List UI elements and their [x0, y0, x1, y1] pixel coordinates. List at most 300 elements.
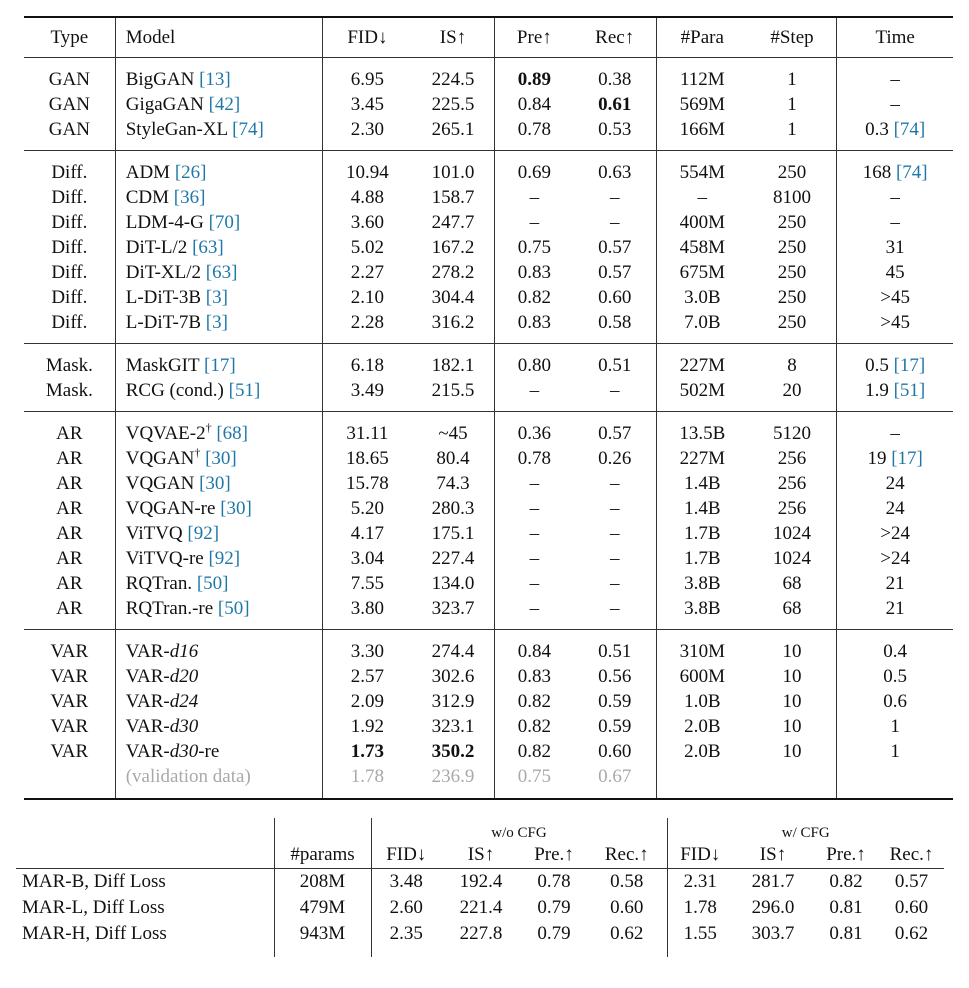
cell-fid: 10.94 [323, 150, 412, 185]
cell-is-wo: 192.4 [459, 871, 503, 892]
cell-para: 458M [656, 235, 747, 260]
table-row [24, 378, 953, 412]
citation-ref: [50] [196, 572, 229, 594]
citation-ref: [74] [895, 161, 928, 183]
time-value: >45 [880, 286, 911, 308]
model-name: L-DiT-3B [125, 286, 206, 308]
cell-rec: 0.58 [598, 311, 632, 333]
cell-para: – [656, 185, 747, 210]
cell-type: Diff. [51, 211, 88, 233]
table-row [16, 869, 944, 896]
cell-rec: – [609, 211, 620, 233]
cell-fid: 2.27 [323, 260, 412, 285]
cell-model [115, 471, 322, 496]
citation-ref: [74] [893, 118, 926, 140]
cell-is: 323.1 [431, 715, 475, 737]
cell-para: 7.0B [656, 310, 747, 344]
cell-model [115, 117, 322, 151]
cell-type: VAR [50, 740, 89, 762]
cell-fid: 31.11 [323, 411, 412, 446]
cell-is: 278.2 [431, 261, 475, 283]
model-depth: d20 [169, 665, 199, 687]
cell-rec: – [609, 186, 620, 208]
table-row [16, 895, 944, 921]
model-name: VQGAN [125, 472, 200, 494]
cell-is: 167.2 [431, 236, 475, 258]
cell-is-wo: 227.8 [459, 923, 503, 944]
cell-para: 1.4B [656, 496, 747, 521]
cell-pre: – [495, 571, 574, 596]
group-header-row [16, 818, 944, 842]
col-header-pre-wo: Pre.↑ [521, 842, 587, 869]
cell-step: 1024 [772, 522, 811, 544]
cell-is: 215.5 [431, 379, 475, 401]
citation-ref: [42] [208, 93, 241, 115]
cell-is: 304.4 [431, 286, 475, 308]
cell-model [115, 714, 322, 739]
cell-pre: – [495, 496, 574, 521]
citation-ref: [30] [199, 472, 231, 494]
cell-fid: 6.95 [323, 57, 412, 92]
cell-type: AR [56, 447, 83, 469]
cell-pre: 0.78 [495, 446, 574, 471]
group-diffusion [24, 150, 953, 343]
column-header-row [16, 842, 944, 869]
table-row [16, 921, 944, 957]
cell-pre: 0.82 [495, 689, 574, 714]
cell-fid: 18.65 [323, 446, 412, 471]
cell-is: 227.4 [431, 547, 475, 569]
cell-fid: 2.09 [323, 689, 412, 714]
table-row [24, 92, 953, 117]
cell-para [656, 764, 747, 799]
cell-pre-wo: 0.79 [537, 923, 571, 944]
cell-para: 675M [656, 260, 747, 285]
cell-time [837, 764, 953, 799]
cell-fid: 1.73 [323, 739, 412, 764]
cell-model [115, 546, 322, 571]
group-ar [24, 411, 953, 629]
cell-rec: 0.51 [573, 629, 656, 664]
dagger-mark: † [205, 420, 212, 435]
cell-rec: 0.57 [598, 236, 632, 258]
time-value: – [890, 422, 900, 444]
cell-model [115, 378, 322, 412]
cell-is: 312.9 [431, 690, 475, 712]
model-name: ViTVQ [125, 522, 188, 544]
cell-type: Diff. [51, 286, 88, 308]
col-header-time: Time [837, 17, 953, 57]
cell-fid: 7.55 [323, 571, 412, 596]
cell-pre: – [495, 378, 574, 412]
cell-model [115, 57, 322, 92]
cell-time [837, 310, 953, 344]
cell-is-w: 296.0 [751, 897, 795, 918]
model-name: (validation data) [125, 765, 251, 787]
cell-fid-wo: 2.60 [371, 895, 441, 921]
cell-rec: 0.67 [573, 764, 656, 799]
cell-is: ~45 [412, 411, 495, 446]
cell-is: 247.7 [431, 211, 475, 233]
cell-fid: 5.20 [323, 496, 412, 521]
cell-pre-wo: 0.78 [537, 871, 571, 892]
cell-type: AR [56, 597, 83, 619]
table-row [24, 411, 953, 446]
table-row [24, 260, 953, 285]
citation-ref: [63] [205, 261, 238, 283]
cell-rec-w: 0.60 [894, 897, 929, 918]
cell-pre-w: 0.82 [829, 871, 863, 892]
cell-type: GAN [48, 93, 90, 115]
cell-rec: 0.38 [598, 68, 632, 90]
model-name: VQGAN [125, 447, 195, 469]
cell-is: 323.7 [431, 597, 475, 619]
header-row [24, 17, 953, 57]
cell-step: 68 [782, 572, 802, 594]
cell-para: 1.7B [656, 546, 747, 571]
cell-time [837, 57, 953, 92]
cell-time [837, 150, 953, 185]
cell-fid: 4.17 [323, 521, 412, 546]
citation-ref: [70] [208, 211, 241, 233]
cell-type: Diff. [51, 186, 88, 208]
cell-rec: – [609, 379, 620, 401]
citation-ref: [30] [205, 447, 237, 469]
cell-is-wo: 221.4 [459, 897, 503, 918]
cell-pre: 0.75 [495, 235, 574, 260]
cell-time [837, 471, 953, 496]
table-row [24, 117, 953, 151]
cell-rec: – [609, 497, 620, 519]
group-mask [24, 343, 953, 411]
cell-step: 8 [748, 343, 837, 378]
model-depth: d24 [169, 690, 199, 712]
col-header-fid: FID↓ [323, 17, 412, 57]
cell-time [837, 546, 953, 571]
cell-type: VAR [50, 715, 89, 737]
time-value: 19 [867, 447, 892, 469]
cell-is: 265.1 [431, 118, 475, 140]
cell-step: 10 [748, 629, 837, 664]
cell-is: 350.2 [431, 740, 475, 762]
model-name: VAR- [125, 640, 170, 662]
cell-fid: 6.18 [323, 343, 412, 378]
cell-type: VAR [24, 629, 115, 664]
cell-model-name: MAR-L, Diff Loss [22, 897, 165, 918]
cell-pre: 0.78 [495, 117, 574, 151]
cell-rec: – [609, 522, 620, 544]
cell-is: 225.5 [431, 93, 475, 115]
cell-model [115, 446, 322, 471]
time-value: 24 [885, 497, 905, 519]
time-value: – [890, 186, 900, 208]
cell-step: 250 [748, 150, 837, 185]
cell-fid: 2.28 [323, 310, 412, 344]
table-row [24, 714, 953, 739]
group-gan [24, 57, 953, 150]
cell-pre-w: 0.81 [829, 897, 863, 918]
col-header-pre-w: Pre.↑ [813, 842, 879, 869]
cell-step: 5120 [748, 411, 837, 446]
table-row [24, 310, 953, 344]
cell-para: 227M [656, 343, 747, 378]
cell-type: AR [56, 472, 83, 494]
time-value: 1.9 [865, 379, 894, 401]
citation-ref: [17] [204, 354, 236, 376]
cell-rec: 0.56 [598, 665, 632, 687]
model-name: VQGAN-re [125, 497, 221, 519]
cell-rec: – [609, 597, 620, 619]
cell-pre: – [495, 185, 574, 210]
cell-para: 310M [656, 629, 747, 664]
cell-type: AR [56, 522, 83, 544]
time-value: 45 [885, 261, 905, 283]
cell-is: 134.0 [431, 572, 475, 594]
cell-time [837, 629, 953, 664]
model-name: BigGAN [125, 68, 200, 90]
cell-model [115, 764, 322, 799]
cell-para: 2.0B [656, 714, 747, 739]
cell-is: 175.1 [431, 522, 475, 544]
mar-table [16, 818, 944, 957]
group-header-w-cfg: w/ CFG [667, 818, 944, 842]
cell-pre: 0.82 [495, 714, 574, 739]
cell-is: 316.2 [431, 311, 475, 333]
citation-ref: [36] [173, 186, 206, 208]
table-row [24, 739, 953, 764]
cell-time [837, 714, 953, 739]
table-row [24, 664, 953, 689]
cell-fid-w: 1.55 [667, 921, 733, 957]
cell-para: 2.0B [656, 739, 747, 764]
cell-rec-w: 0.62 [894, 923, 929, 944]
cell-fid: 3.30 [323, 629, 412, 664]
cell-time [837, 596, 953, 630]
citation-ref: [3] [205, 286, 228, 308]
cell-time [837, 664, 953, 689]
col-header-fid-w: FID↓ [667, 842, 733, 869]
cell-model [115, 310, 322, 344]
cell-fid: 3.45 [323, 92, 412, 117]
cell-time [837, 446, 953, 471]
col-header-name [16, 842, 274, 869]
cell-step: 20 [782, 379, 802, 401]
model-name: VAR- [125, 690, 170, 712]
model-name: MaskGIT [125, 354, 205, 376]
cell-is: 101.0 [412, 150, 495, 185]
model-depth: d16 [169, 640, 199, 662]
cell-is: 182.1 [412, 343, 495, 378]
cell-step: 10 [782, 715, 802, 737]
cell-para: 112M [656, 57, 747, 92]
cell-step: 250 [777, 261, 807, 283]
cell-step: 250 [777, 236, 807, 258]
cell-time [837, 411, 953, 446]
cell-fid-wo: 3.48 [371, 869, 441, 896]
cell-model [115, 689, 322, 714]
table-row [24, 446, 953, 471]
cell-pre: 0.83 [495, 310, 574, 344]
cell-is: 224.5 [431, 68, 475, 90]
mar-table-body [16, 869, 944, 958]
cell-pre: 0.84 [495, 92, 574, 117]
citation-ref: [68] [216, 422, 249, 444]
cell-model [115, 210, 322, 235]
cell-fid-wo: 2.35 [371, 921, 441, 957]
table-row [24, 150, 953, 185]
col-header-rec: Rec↑ [573, 17, 656, 57]
cell-rec: 0.60 [598, 740, 632, 762]
citation-ref: [92] [208, 547, 241, 569]
table-row [24, 571, 953, 596]
citation-ref: [30] [220, 497, 252, 519]
cell-para: 3.0B [656, 285, 747, 310]
col-header-rec-w: Rec.↑ [879, 842, 944, 869]
time-value: – [890, 211, 900, 233]
cell-rec: 0.63 [573, 150, 656, 185]
cell-is: 236.9 [412, 764, 495, 799]
col-header-is: IS↑ [412, 17, 495, 57]
cell-rec: – [609, 572, 620, 594]
cell-fid: 1.78 [323, 764, 412, 799]
cell-rec: 0.57 [598, 261, 632, 283]
cell-time [837, 739, 953, 764]
citation-ref: [74] [232, 118, 264, 140]
cell-params: 208M [274, 869, 371, 896]
cell-model [115, 664, 322, 689]
cell-para: 1.4B [656, 471, 747, 496]
cell-time [837, 92, 953, 117]
cell-pre: 0.80 [495, 343, 574, 378]
cell-fid: 3.49 [323, 378, 412, 412]
cell-model [115, 521, 322, 546]
cell-fid-w: 2.31 [667, 869, 733, 896]
time-value: 0.4 [883, 640, 908, 662]
cell-fid: 2.57 [323, 664, 412, 689]
cell-model [115, 629, 322, 664]
cell-model [115, 235, 322, 260]
cell-fid: 15.78 [323, 471, 412, 496]
cell-is: 80.4 [436, 447, 470, 469]
cell-step: 256 [777, 447, 807, 469]
cell-model [115, 496, 322, 521]
comparison-table [24, 16, 953, 800]
cell-rec-wo: 0.60 [610, 897, 644, 918]
cell-para: 166M [656, 117, 747, 151]
col-header-is-wo: IS↑ [441, 842, 521, 869]
cell-model-name: MAR-H, Diff Loss [22, 923, 167, 944]
model-name: CDM [125, 186, 174, 208]
citation-ref: [13] [199, 68, 231, 90]
table-row [24, 185, 953, 210]
model-name: ViTVQ-re [125, 547, 209, 569]
cell-rec-wo: 0.58 [610, 871, 644, 892]
cell-para: 1.7B [656, 521, 747, 546]
citation-ref: [50] [217, 597, 250, 619]
cell-type: AR [56, 572, 83, 594]
cell-type: AR [56, 497, 83, 519]
cell-step: 8100 [772, 186, 811, 208]
cell-params: 943M [274, 921, 371, 957]
cell-step: 250 [777, 211, 807, 233]
col-header-fid-wo: FID↓ [371, 842, 441, 869]
cell-step: 250 [777, 286, 807, 308]
table-row [24, 596, 953, 630]
cell-para: 400M [656, 210, 747, 235]
cell-type: Diff. [51, 311, 88, 333]
model-name: StyleGan-XL [125, 118, 233, 140]
time-value: – [890, 68, 900, 90]
cell-para: 600M [656, 664, 747, 689]
cell-step: 1 [787, 118, 797, 140]
time-value: >24 [880, 522, 911, 544]
cell-type: Mask. [24, 343, 115, 378]
cell-rec: 0.61 [598, 93, 632, 115]
cell-is: 302.6 [431, 665, 475, 687]
cell-pre: – [495, 546, 574, 571]
cell-pre: 0.82 [495, 285, 574, 310]
cell-step: 1 [787, 68, 797, 90]
cell-rec: 0.57 [573, 411, 656, 446]
cell-model [115, 92, 322, 117]
cell-model [115, 285, 322, 310]
table-row [24, 689, 953, 714]
cell-pre: 0.84 [495, 629, 574, 664]
cell-step: 256 [777, 472, 807, 494]
citation-ref: [92] [187, 522, 220, 544]
cell-model [115, 411, 322, 446]
cell-is-w: 281.7 [751, 871, 795, 892]
cell-model [115, 596, 322, 630]
col-header-pre: Pre↑ [495, 17, 574, 57]
cell-is: 74.3 [436, 472, 470, 494]
model-suffix: -re [198, 740, 220, 762]
cell-time [837, 260, 953, 285]
cell-para: 13.5B [656, 411, 747, 446]
cell-pre: – [495, 596, 574, 630]
cell-time [837, 285, 953, 310]
table-row [24, 235, 953, 260]
model-name: VAR- [125, 665, 170, 687]
time-value: 0.5 [865, 354, 894, 376]
cell-pre: 0.83 [495, 664, 574, 689]
time-value: – [890, 93, 900, 115]
cell-model [115, 150, 322, 185]
cell-pre-w: 0.81 [829, 923, 863, 944]
citation-ref: [17] [893, 354, 926, 376]
time-value: 0.5 [883, 665, 908, 687]
table-row [24, 521, 953, 546]
cell-type: Diff. [51, 261, 88, 283]
col-header-type: Type [24, 17, 115, 57]
cell-rec: – [609, 547, 620, 569]
cell-fid: 2.30 [323, 117, 412, 151]
model-name: DiT-XL/2 [125, 261, 206, 283]
cell-rec: – [609, 472, 620, 494]
cell-type: Diff. [51, 236, 88, 258]
model-name: VQVAE-2 [125, 422, 206, 444]
cell-model [115, 571, 322, 596]
cell-type: VAR [50, 665, 89, 687]
cell-time [837, 235, 953, 260]
cell-pre: – [495, 521, 574, 546]
cell-pre: 0.69 [495, 150, 574, 185]
cell-type: AR [56, 547, 83, 569]
cell-pre: – [495, 210, 574, 235]
cell-step [748, 764, 837, 799]
cell-model [115, 343, 322, 378]
model-name: RCG (cond.) [125, 379, 229, 401]
